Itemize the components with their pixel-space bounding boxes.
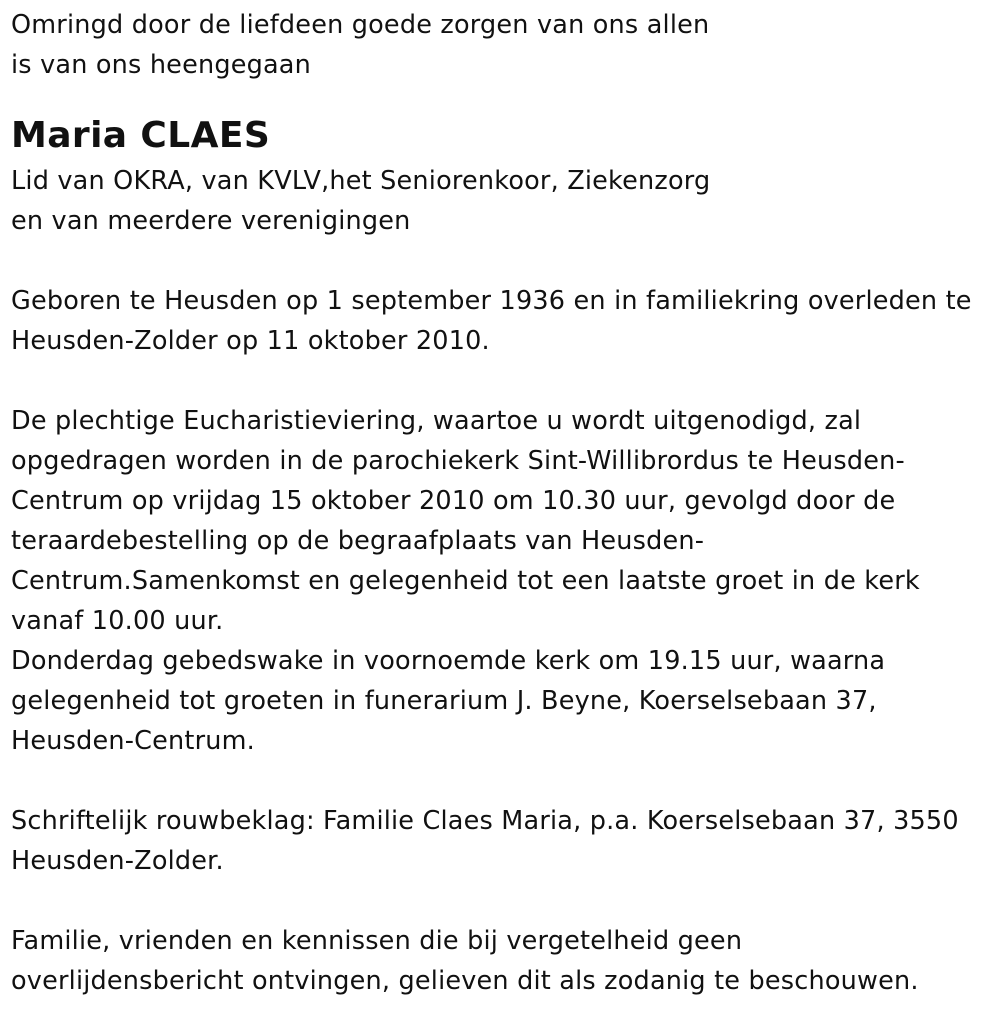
spacer [11,881,996,921]
obituary-notice [11,5,996,1001]
service-line: teraardebestelling op de begraafplaats van Heusden- [11,526,705,556]
birth-death-line: Geboren te Heusden op 1 september 1936 en in familiekring overleden te [11,286,972,316]
spacer [11,361,996,401]
spacer [11,241,996,281]
intro-line: Omringd door de liefdeen goede zorgen van ons allen [11,10,710,40]
service-line: Centrum op vrijdag 15 oktober 2010 om 10.30 uur, gevolgd door de [11,486,896,516]
service-paragraph [11,401,996,761]
intro-line: is van ons heengegaan [11,50,311,80]
condolences-paragraph [11,801,996,881]
closing-line: Familie, vrienden en kennissen die bij vergetelheid geen [11,926,743,956]
birth-death-paragraph [11,281,996,361]
membership-line: Lid van OKRA, van KVLV,het Seniorenkoor, Ziekenzorg [11,166,711,196]
spacer [11,85,996,109]
service-line: opgedragen worden in de parochiekerk Sint-Willibrordus te Heusden- [11,446,905,476]
deceased-name: Maria CLAES [11,115,271,156]
intro-paragraph [11,5,996,85]
closing-line: overlijdensbericht ontvingen, gelieven dit als zodanig te beschouwen. [11,966,919,996]
wake-line: gelegenheid tot groeten in funerarium J. Beyne, Koerselsebaan 37, [11,686,877,716]
service-line: De plechtige Eucharistieviering, waartoe u wordt uitgenodigd, zal [11,406,862,436]
condolences-line: Heusden-Zolder. [11,846,224,876]
membership-line: en van meerdere verenigingen [11,206,411,236]
condolences-line: Schriftelijk rouwbeklag: Familie Claes Maria, p.a. Koerselsebaan 37, 3550 [11,806,959,836]
spacer [11,761,996,801]
birth-death-line: Heusden-Zolder op 11 oktober 2010. [11,326,490,356]
service-line: vanaf 10.00 uur. [11,606,224,636]
closing-paragraph [11,921,996,1001]
wake-line: Donderdag gebedswake in voornoemde kerk om 19.15 uur, waarna [11,646,886,676]
service-line: Centrum.Samenkomst en gelegenheid tot een laatste groet in de kerk [11,566,920,596]
deceased-block [11,112,996,241]
wake-line: Heusden-Centrum. [11,726,255,756]
